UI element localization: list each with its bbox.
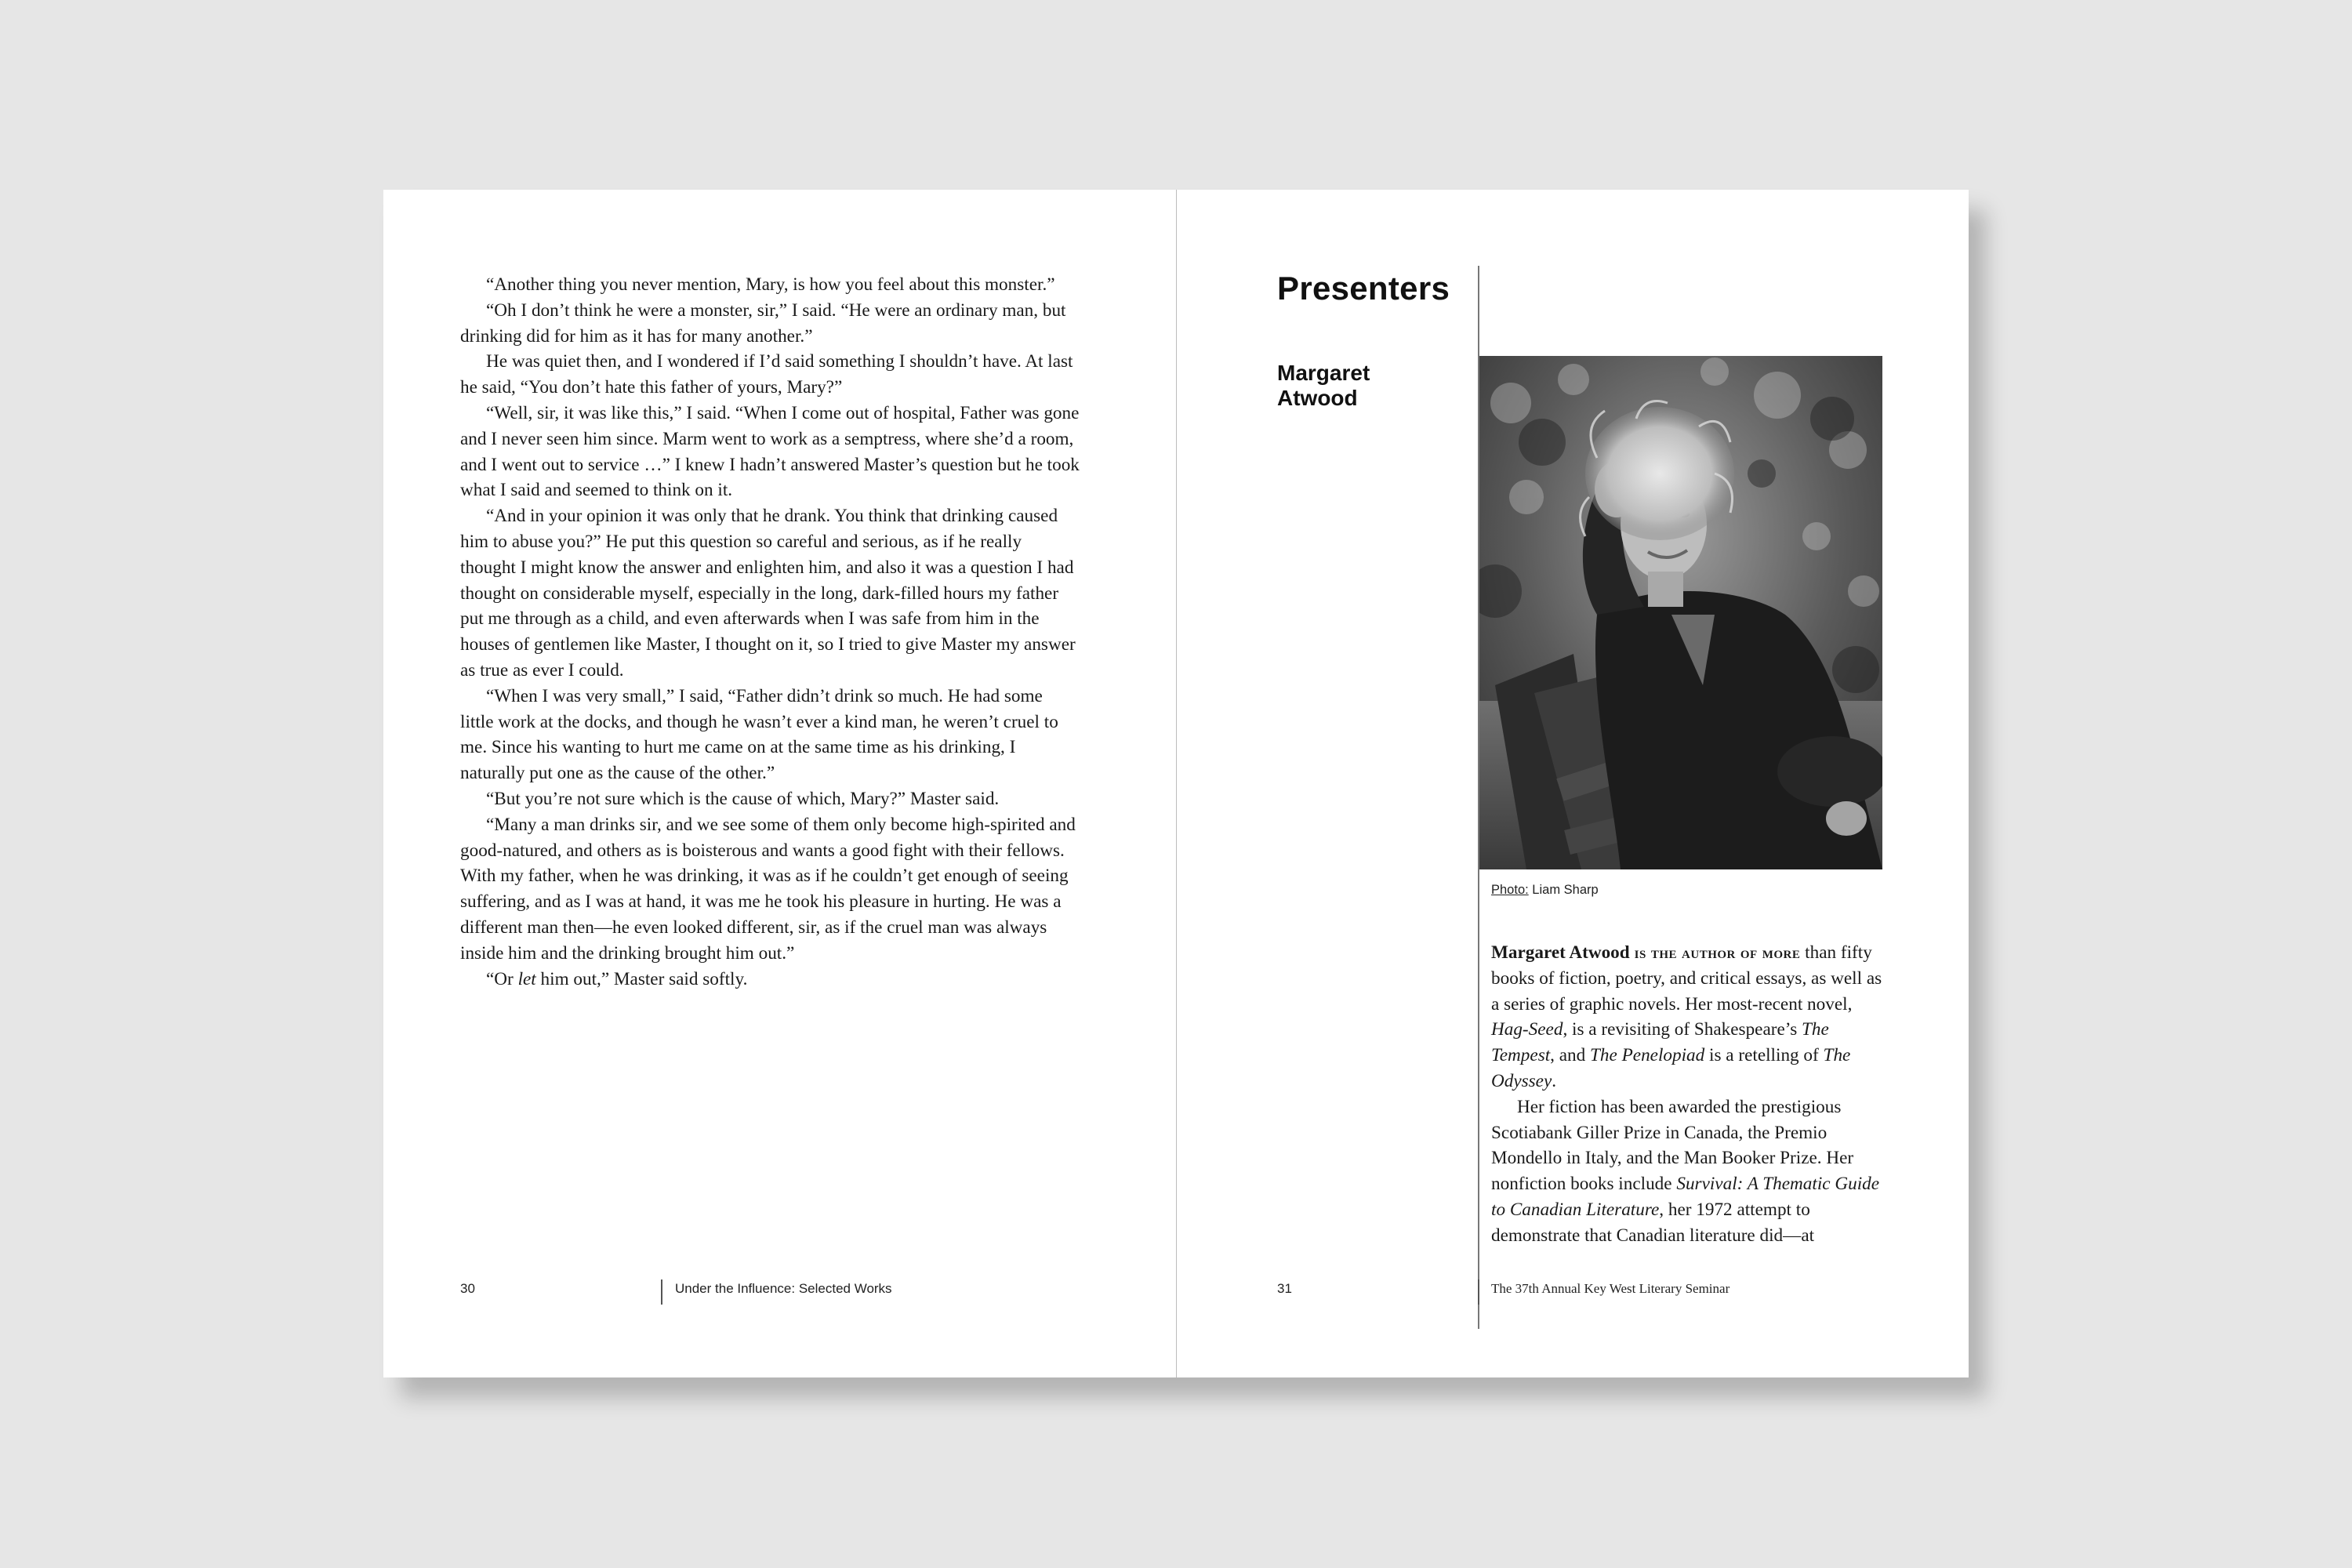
page-number-right: 31 xyxy=(1277,1281,1292,1296)
book-title: The Penelopiad xyxy=(1590,1045,1705,1066)
presenter-photo xyxy=(1479,356,1882,869)
text-run: Her fiction has been awarded the prestigious Scotiabank Giller Prize in Canada, the Premio Mondello in Italy, and the Man Booker Prize. Her nonfiction books include xyxy=(1491,1096,1854,1195)
paragraph: “Oh I don’t think he were a monster, sir,” I said. “He were an ordinary man, but drinking did for him as it has for many another.” xyxy=(460,299,1066,347)
photo-credit-label: Photo: xyxy=(1491,883,1529,897)
paragraph: “When I was very small,” I said, “Father didn’t drink so much. He had some little work at the docks, and though he wasn’t ever a kind man, he weren’t cruel to me. Since his wanting to hurt me came on at the same time as his drinking, I naturally put one as the cause of the other.” xyxy=(460,685,1058,784)
footer-divider xyxy=(661,1279,662,1305)
footer-divider xyxy=(1478,1279,1479,1305)
italic-run: let xyxy=(517,968,536,989)
book-title: The Odyssey xyxy=(1491,1045,1851,1091)
bio-paragraph xyxy=(1491,1094,1883,1249)
book-spread xyxy=(383,190,1969,1377)
paragraph: “Another thing you never mention, Mary, is how you feel about this monster.” xyxy=(486,274,1055,295)
paragraph: “Many a man drinks sir, and we see some of them only become high-spirited and good-natured, and others as is boisterous and wants a good fight with their fellows. With my father, when he was drinking, it was as if he couldn’t get enough of seeing suffering, and as I was at hand, it was me he took his pleasure in hurting. He was a different man then—he even looked different, sir, as if the cruel man was always inside him and the drinking brought him out.” xyxy=(460,814,1076,964)
text-run: is a retelling of xyxy=(1704,1045,1824,1066)
text-run: him out,” Master said softly. xyxy=(535,968,748,989)
text-run: . xyxy=(1552,1070,1557,1091)
paragraph-last xyxy=(460,967,1080,993)
text-run: , and xyxy=(1550,1045,1591,1066)
left-page xyxy=(383,190,1177,1377)
text-run: than fifty books of fiction, poetry, and critical essays, as well as a series of graphic novels. Her most-recent novel, xyxy=(1491,942,1882,1014)
portrait-image xyxy=(1479,356,1882,869)
text-run: , her 1972 attempt to demonstrate that Canadian literature did—at xyxy=(1491,1199,1815,1246)
bio-lead-caps: is the author of more xyxy=(1629,942,1801,962)
story-text xyxy=(460,272,1080,992)
running-head-right: The 37th Annual Key West Literary Seminar xyxy=(1491,1281,1730,1296)
photo-credit-name: Liam Sharp xyxy=(1528,883,1599,897)
presenter-name: Margaret Atwood xyxy=(1277,361,1370,410)
section-title: Presenters xyxy=(1277,270,1450,307)
book-title: Hag-Seed xyxy=(1491,1019,1563,1040)
book-title: The Tempest xyxy=(1491,1019,1829,1066)
paragraph: “But you’re not sure which is the cause of which, Mary?” Master said. xyxy=(486,788,1000,809)
book-title: Survival: A Thematic Guide to Canadian Literature xyxy=(1491,1174,1880,1220)
text-run: “Or xyxy=(486,968,518,989)
bio-paragraph xyxy=(1491,940,1883,1094)
paragraph: “And in your opinion it was only that he drank. You think that drinking caused him to abuse you?” He put this question so careful and serious, as if he really thought I might know the answer and enlighten him, and also it was a question I had thought on considerable myself, especially in the long, dark-filled hours my father put me through as a child, and even afterwards when I was safe from him in the houses of gentlemen like Master, I thought on it, so I tried to give Master my answer as true as ever I could. xyxy=(460,506,1076,681)
text-run: , is a revisiting of Shakespeare’s xyxy=(1563,1019,1802,1040)
presenter-bio xyxy=(1491,940,1883,1249)
right-page xyxy=(1177,190,1969,1377)
photo-credit xyxy=(1491,883,1599,898)
paragraph: He was quiet then, and I wondered if I’d said something I shouldn’t have. At last he said, “You don’t hate this father of yours, Mary?” xyxy=(460,351,1073,398)
bio-lead-name: Margaret Atwood xyxy=(1491,942,1630,963)
page-number-left: 30 xyxy=(460,1281,475,1296)
paragraph: “Well, sir, it was like this,” I said. “When I come out of hospital, Father was gone and I never seen him since. Marm went to work as a semptress, where she’d a room, and I went out to service …” I knew I hadn’t answered Master’s question but he took what I said and seemed to think on it. xyxy=(460,402,1080,501)
running-head-left: Under the Influence: Selected Works xyxy=(675,1281,892,1296)
